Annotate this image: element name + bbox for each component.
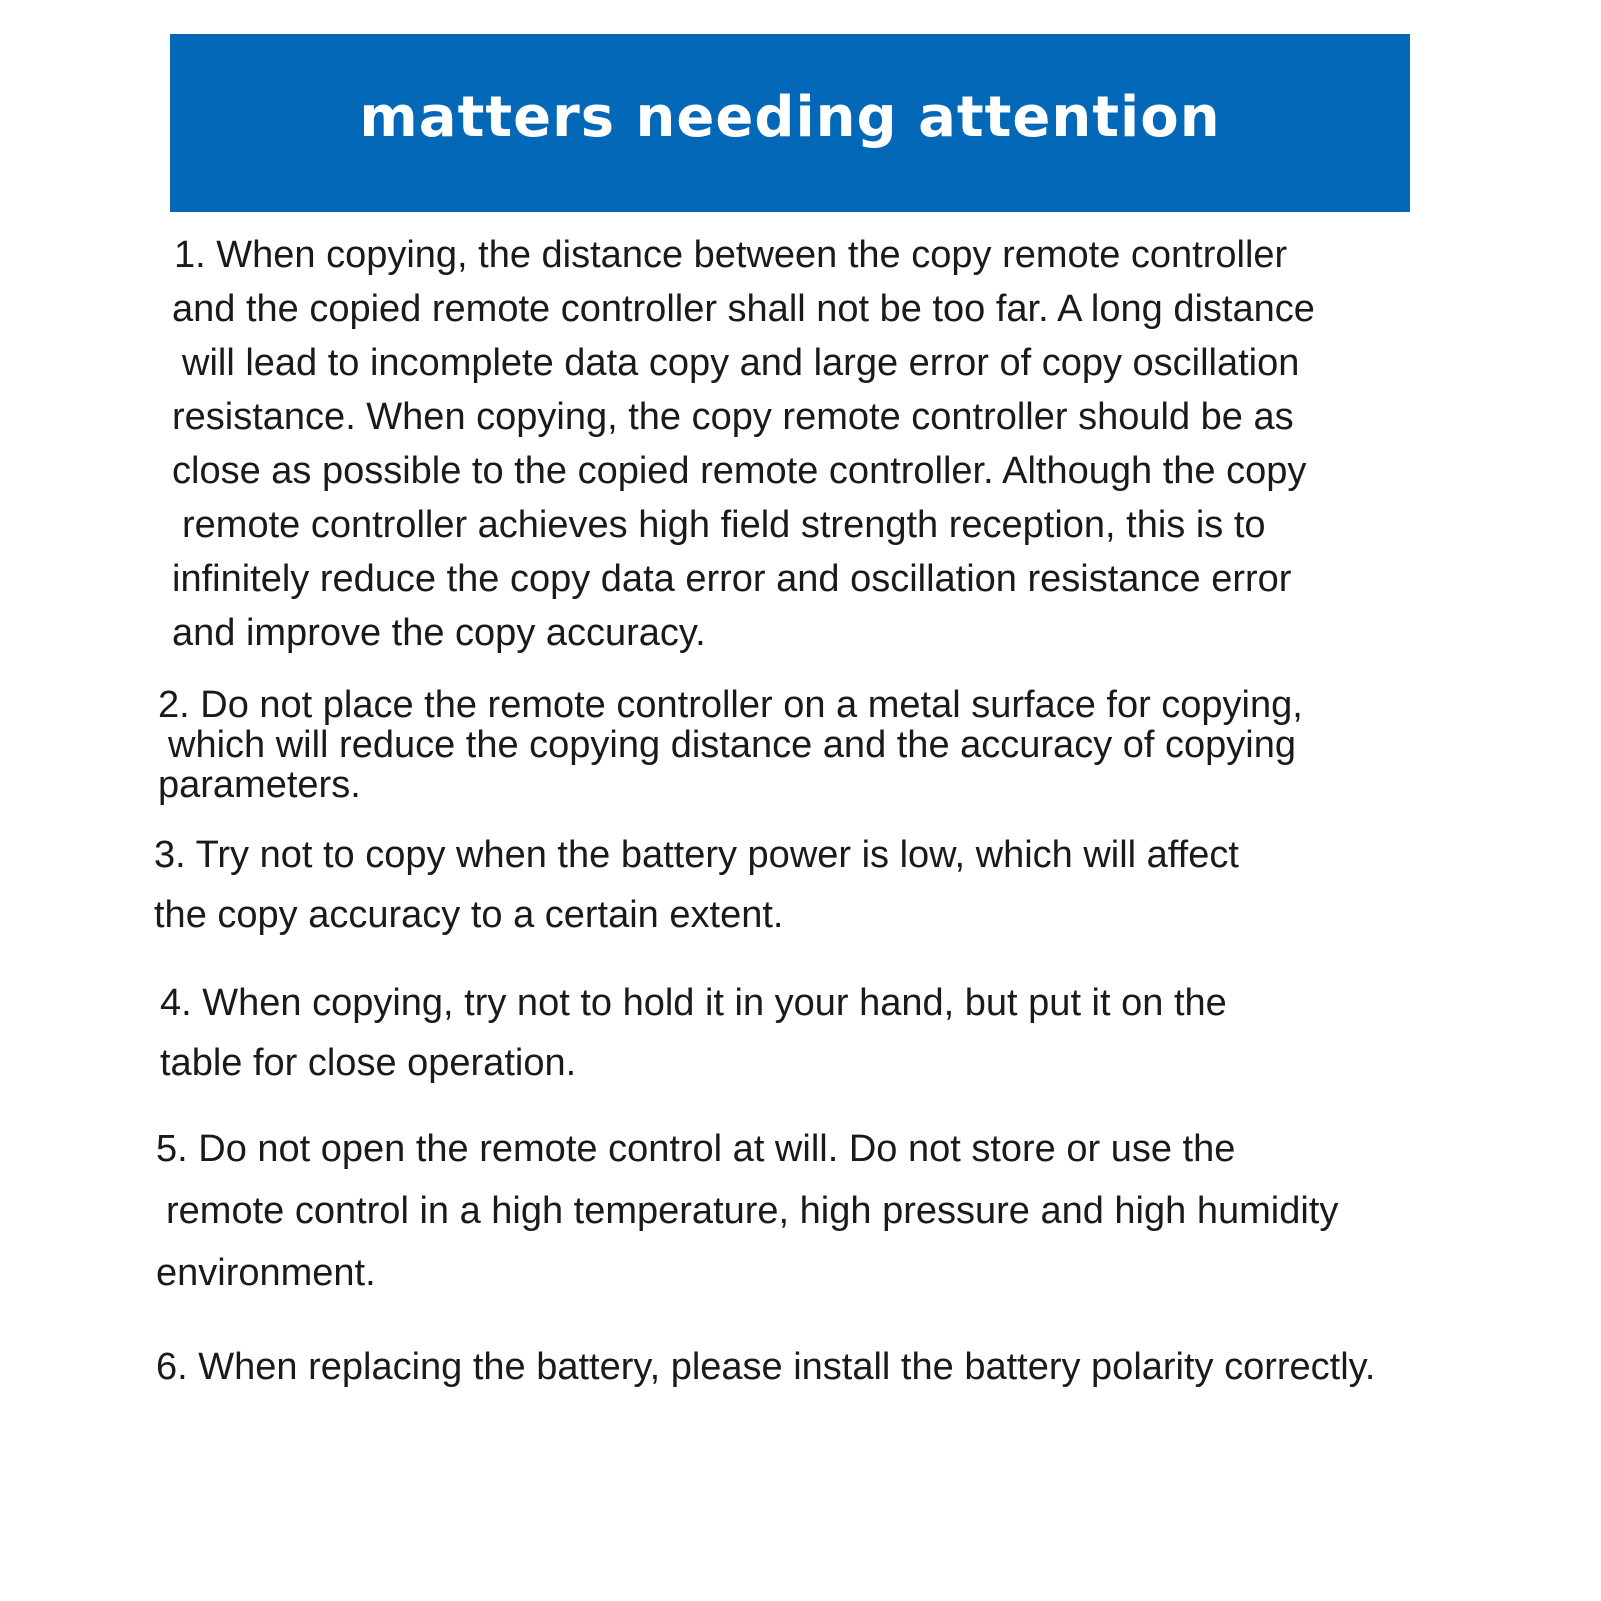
note-line: close as possible to the copied remote controller. Although the copy — [172, 450, 1307, 492]
note-line: which will reduce the copying distance and the accuracy of copying — [168, 724, 1296, 766]
title-banner — [170, 34, 1410, 212]
note-line: infinitely reduce the copy data error and oscillation resistance error — [172, 558, 1292, 600]
note-line: 1. When copying, the distance between the copy remote controller — [174, 234, 1288, 276]
note-line: remote controller achieves high field strength reception, this is to — [182, 504, 1266, 546]
note-line: the copy accuracy to a certain extent. — [154, 894, 784, 936]
note-line: environment. — [156, 1252, 376, 1294]
note-line: table for close operation. — [160, 1042, 577, 1084]
note-line: and the copied remote controller shall not be too far. A long distance — [172, 288, 1315, 330]
note-line: parameters. — [158, 764, 361, 806]
note-line: resistance. When copying, the copy remote controller should be as — [172, 396, 1294, 438]
page-title: matters needing attention — [359, 84, 1221, 150]
note-line: remote control in a high temperature, high pressure and high humidity — [166, 1190, 1339, 1232]
note-line: 5. Do not open the remote control at will. Do not store or use the — [156, 1128, 1236, 1170]
note-line: 6. When replacing the battery, please install the battery polarity correctly. — [156, 1346, 1376, 1388]
note-line: 2. Do not place the remote controller on a metal surface for copying, — [158, 684, 1303, 726]
note-line: and improve the copy accuracy. — [172, 612, 706, 654]
note-line: will lead to incomplete data copy and large error of copy oscillation — [182, 342, 1300, 384]
note-line: 3. Try not to copy when the battery power is low, which will affect — [154, 834, 1239, 876]
note-line: 4. When copying, try not to hold it in your hand, but put it on the — [160, 982, 1227, 1024]
